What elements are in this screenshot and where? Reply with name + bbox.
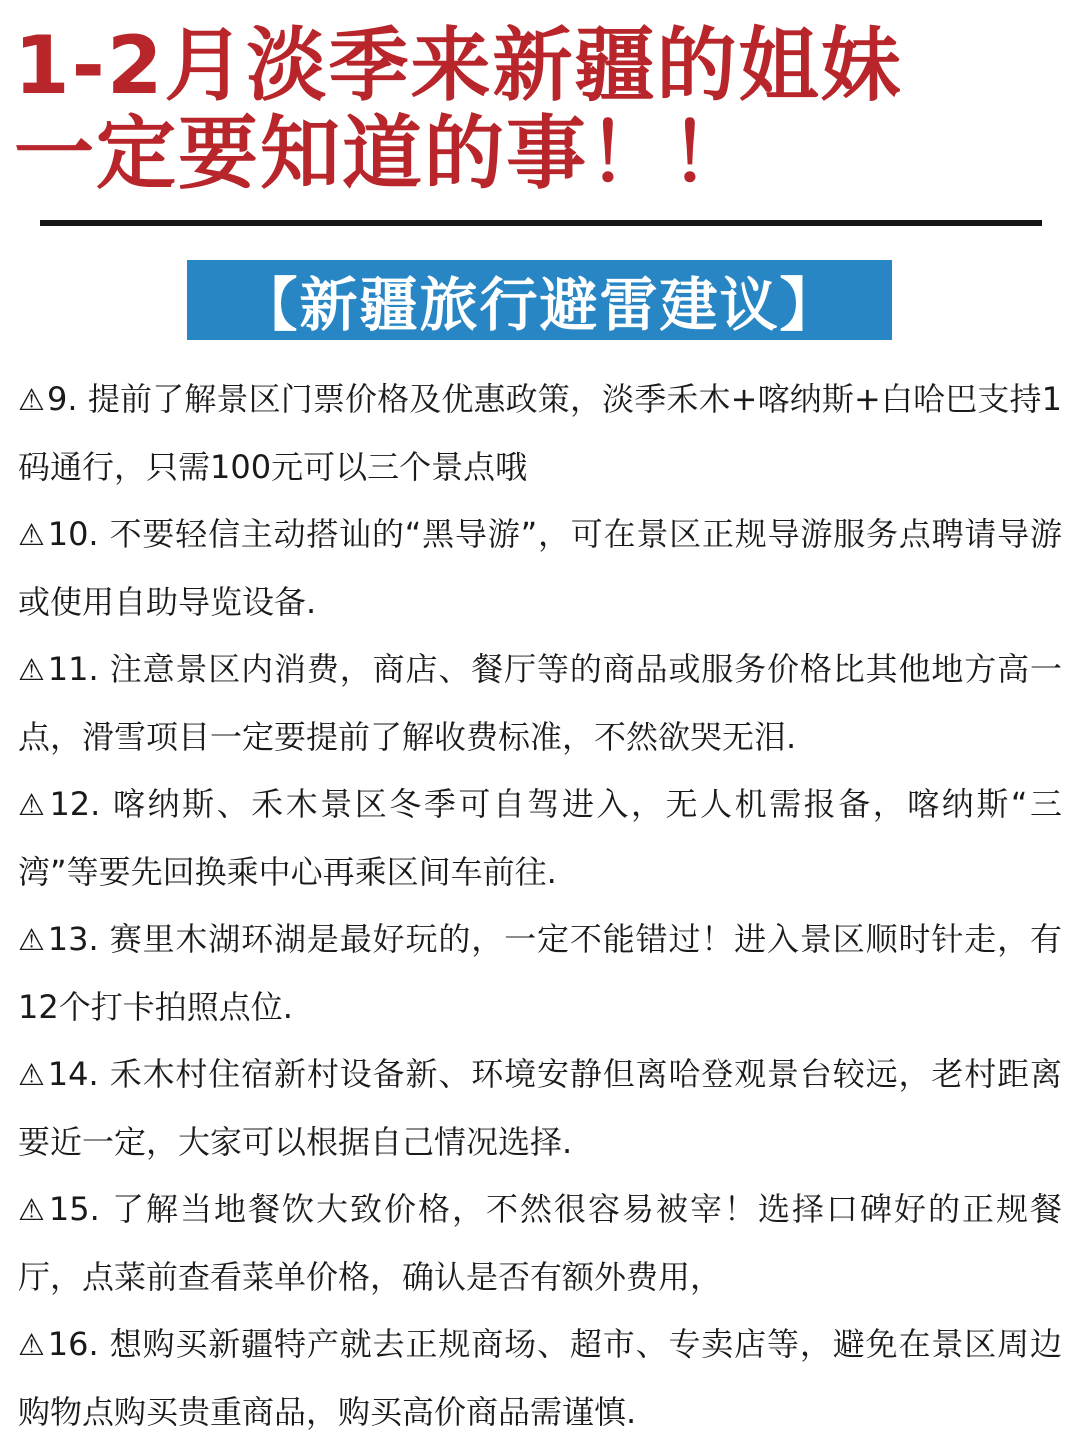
tip-item — [18, 1176, 1062, 1311]
tips-list — [18, 366, 1062, 1446]
warning-icon: ⚠ — [18, 383, 46, 418]
tip-text: 10. 不要轻信主动搭讪的“黑导游”，可在景区正规导游服务点聘请导游或使用自助导览设备. — [18, 515, 1062, 621]
tip-item — [18, 1311, 1062, 1446]
tip-item — [18, 771, 1062, 906]
warning-icon: ⚠ — [18, 1193, 47, 1228]
tip-item — [18, 366, 1062, 501]
tip-text: 16. 想购买新疆特产就去正规商场、超市、专卖店等，避免在景区周边购物点购买贵重商品，购买高价商品需谨慎. — [18, 1325, 1062, 1431]
tip-text: 15. 了解当地餐饮大致价格，不然很容易被宰！选择口碑好的正规餐厅，点菜前查看菜单价格，确认是否有额外费用， — [18, 1190, 1062, 1296]
title-divider — [40, 220, 1042, 226]
warning-icon: ⚠ — [18, 518, 46, 553]
tip-text: 9. 提前了解景区门票价格及优惠政策，淡季禾木+喀纳斯+白哈巴支持1码通行，只需100元可以三个景点哦 — [18, 380, 1062, 486]
title-line-1: 1-2月淡季来新疆的姐妹 — [14, 19, 903, 112]
tip-item — [18, 636, 1062, 771]
section-banner — [187, 260, 892, 340]
tip-item — [18, 1041, 1062, 1176]
tip-text: 11. 注意景区内消费，商店、餐厅等的商品或服务价格比其他地方高一点，滑雪项目一定要提前了解收费标准，不然欲哭无泪. — [18, 650, 1062, 756]
tip-text: 14. 禾木村住宿新村设备新、环境安静但离哈登观景台较远，老村距离要近一定，大家可以根据自己情况选择. — [18, 1055, 1062, 1161]
title-line-2: 一定要知道的事！！ — [14, 107, 752, 200]
warning-icon: ⚠ — [18, 653, 46, 688]
warning-icon: ⚠ — [18, 923, 46, 958]
section-heading: 【新疆旅行避雷建议】 — [239, 271, 840, 339]
tip-item — [18, 501, 1062, 636]
tip-item — [18, 906, 1062, 1041]
warning-icon: ⚠ — [18, 1058, 46, 1093]
tip-text: 13. 赛里木湖环湖是最好玩的，一定不能错过！进入景区顺时针走，有12个打卡拍照点位. — [18, 920, 1062, 1026]
page-title — [14, 19, 1064, 200]
tip-text: 12. 喀纳斯、禾木景区冬季可自驾进入，无人机需报备，喀纳斯“三湾”等要先回换乘中心再乘区间车前往. — [18, 785, 1062, 891]
warning-icon: ⚠ — [18, 1328, 46, 1363]
warning-icon: ⚠ — [18, 788, 48, 823]
